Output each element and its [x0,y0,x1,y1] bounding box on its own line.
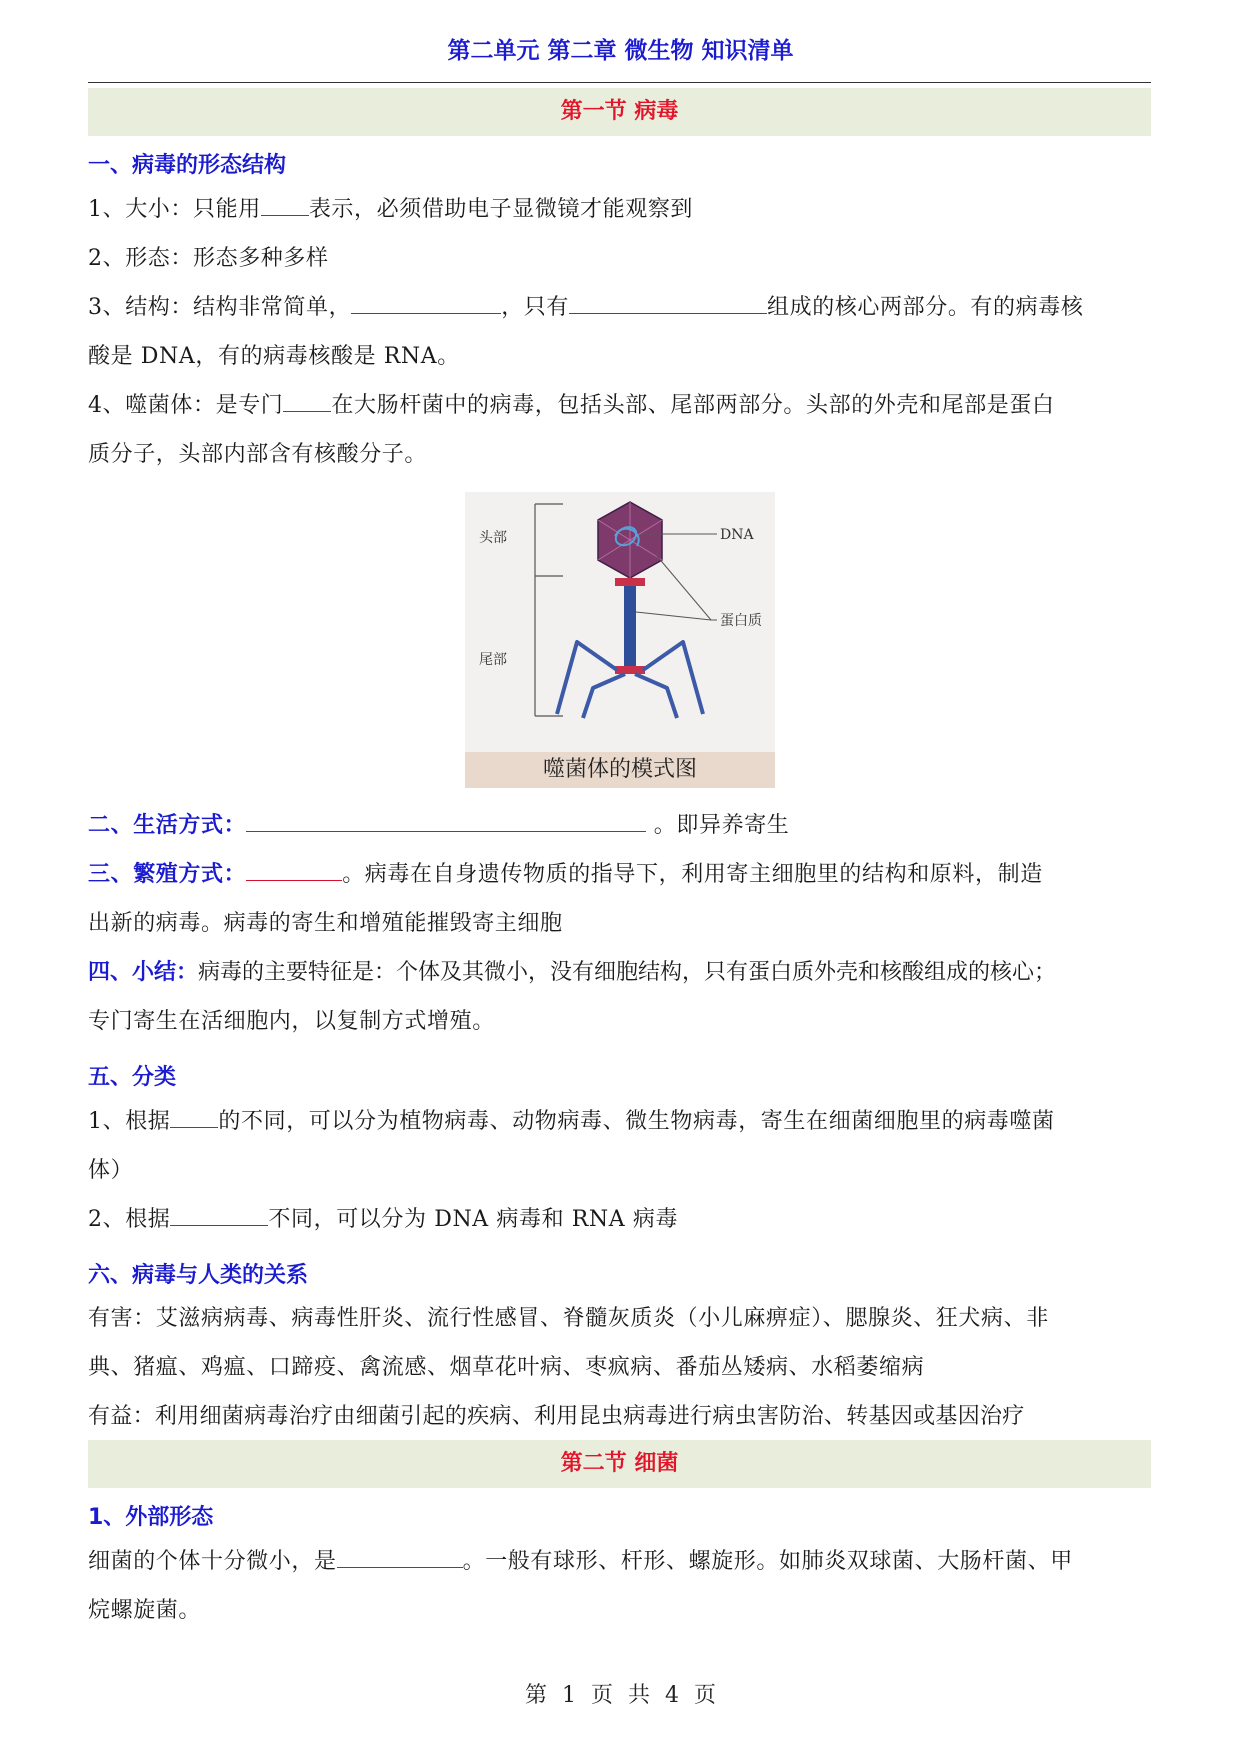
answer-blank[interactable] [337,1543,463,1568]
answer-blank[interactable] [351,289,501,314]
text: 4、噬菌体：是专门 [88,393,284,418]
page-number: 第 1 页 共 4 页 [525,1683,716,1708]
paragraph-structure [88,283,1154,332]
paragraph-size [88,185,1154,234]
paragraph-phage [88,381,1154,430]
answer-blank[interactable] [170,1201,268,1226]
label-protein: 蛋白质 [720,613,762,629]
paragraph-shape: 2、形态：形态多种多样 [88,246,329,271]
paragraph-structure-cont: 酸是 DNA，有的病毒核酸是 RNA。 [88,344,460,369]
paragraph-reproduction-cont: 出新的病毒。病毒的寄生和增殖能摧毁寄主细胞 [88,911,563,936]
text: 。一般有球形、杆形、螺旋形。如肺炎双球菌、大肠杆菌、甲 [462,1549,1073,1574]
text: 1、根据 [88,1109,171,1134]
section-bar-virus: 第一节 病毒 [88,88,1151,136]
answer-blank[interactable] [283,387,331,412]
figure-caption: 噬菌体的模式图 [465,752,775,788]
phage-diagram [465,492,775,752]
paragraph-summary-cont: 专门寄生在活细胞内，以复制方式增殖。 [88,1009,495,1034]
text: 的不同，可以分为植物病毒、动物病毒、微生物病毒，寄生在细菌细胞里的病毒噬菌 [218,1109,1055,1134]
text: 表示，必须借助电子显微镜才能观察到 [308,197,694,222]
text: 1、大小：只能用 [88,197,261,222]
answer-blank[interactable] [569,289,767,314]
paragraph-lifestyle [88,801,1154,850]
paragraph-phage-cont: 质分子，头部内部含有核酸分子。 [88,442,428,467]
paragraph-class-1-cont: 体） [88,1158,134,1183]
section-bar-bacteria: 第二节 细菌 [88,1440,1151,1488]
paragraph-class-2 [88,1195,1154,1244]
heading-lifestyle: 二、生活方式： [88,813,247,838]
paragraph-harmful-cont: 典、猪瘟、鸡瘟、口蹄疫、禽流感、烟草花叶病、枣疯病、番茄丛矮病、水稻萎缩病 [88,1355,925,1380]
text: 2、根据 [88,1207,171,1232]
paragraph-class-1 [88,1097,1154,1146]
heading-virus-structure: 一、病毒的形态结构 [88,153,287,178]
text: 在大肠杆菌中的病毒，包括头部、尾部两部分。头部的外壳和尾部是蛋白 [331,393,1055,418]
document-header: 第二单元 第二章 微生物 知识清单 [447,38,794,64]
answer-blank[interactable] [170,1103,218,1128]
label-head: 头部 [479,530,507,546]
paragraph-reproduction [88,850,1154,899]
text: 。病毒在自身遗传物质的指导下，利用寄主细胞里的结构和原料，制造 [342,862,1043,887]
text: 。即异养寄生 [653,813,790,838]
paragraph-bacteria [88,1537,1154,1586]
text: 细菌的个体十分微小，是 [88,1549,337,1574]
answer-blank[interactable] [246,856,342,881]
phage-tail [624,586,636,666]
heading-external-form: 1、外部形态 [88,1505,214,1530]
text: 组成的核心两部分。有的病毒核 [767,295,1084,320]
paragraph-beneficial: 有益：利用细菌病毒治疗由细菌引起的疾病、利用昆虫病毒进行病虫害防治、转基因或基因治疗 [88,1404,1025,1429]
heading-summary: 四、小结： [88,960,199,985]
paragraph-summary [88,948,1154,997]
header-rule [88,82,1151,83]
label-dna: DNA [720,527,754,543]
answer-blank[interactable] [246,807,646,832]
phage-figure [465,492,775,788]
text: 病毒的主要特征是：个体及其微小，没有细胞结构，只有蛋白质外壳和核酸组成的核心； [198,960,1057,985]
text: 3、结构：结构非常简单， [88,295,352,320]
heading-reproduction: 三、繁殖方式： [88,862,247,887]
paragraph-harmful: 有害：艾滋病病毒、病毒性肝炎、流行性感冒、脊髓灰质炎（小儿麻痹症）、腮腺炎、狂犬病、非 [88,1306,1049,1331]
heading-classification: 五、分类 [88,1065,177,1090]
text: ，只有 [501,295,570,320]
label-tail: 尾部 [479,652,507,668]
phage-baseplate [615,666,645,674]
answer-blank[interactable] [261,191,309,216]
text: 不同，可以分为 DNA 病毒和 RNA 病毒 [268,1207,679,1232]
paragraph-bacteria-cont: 烷螺旋菌。 [88,1598,202,1623]
phage-collar [615,578,645,586]
heading-relationship: 六、病毒与人类的关系 [88,1263,309,1288]
